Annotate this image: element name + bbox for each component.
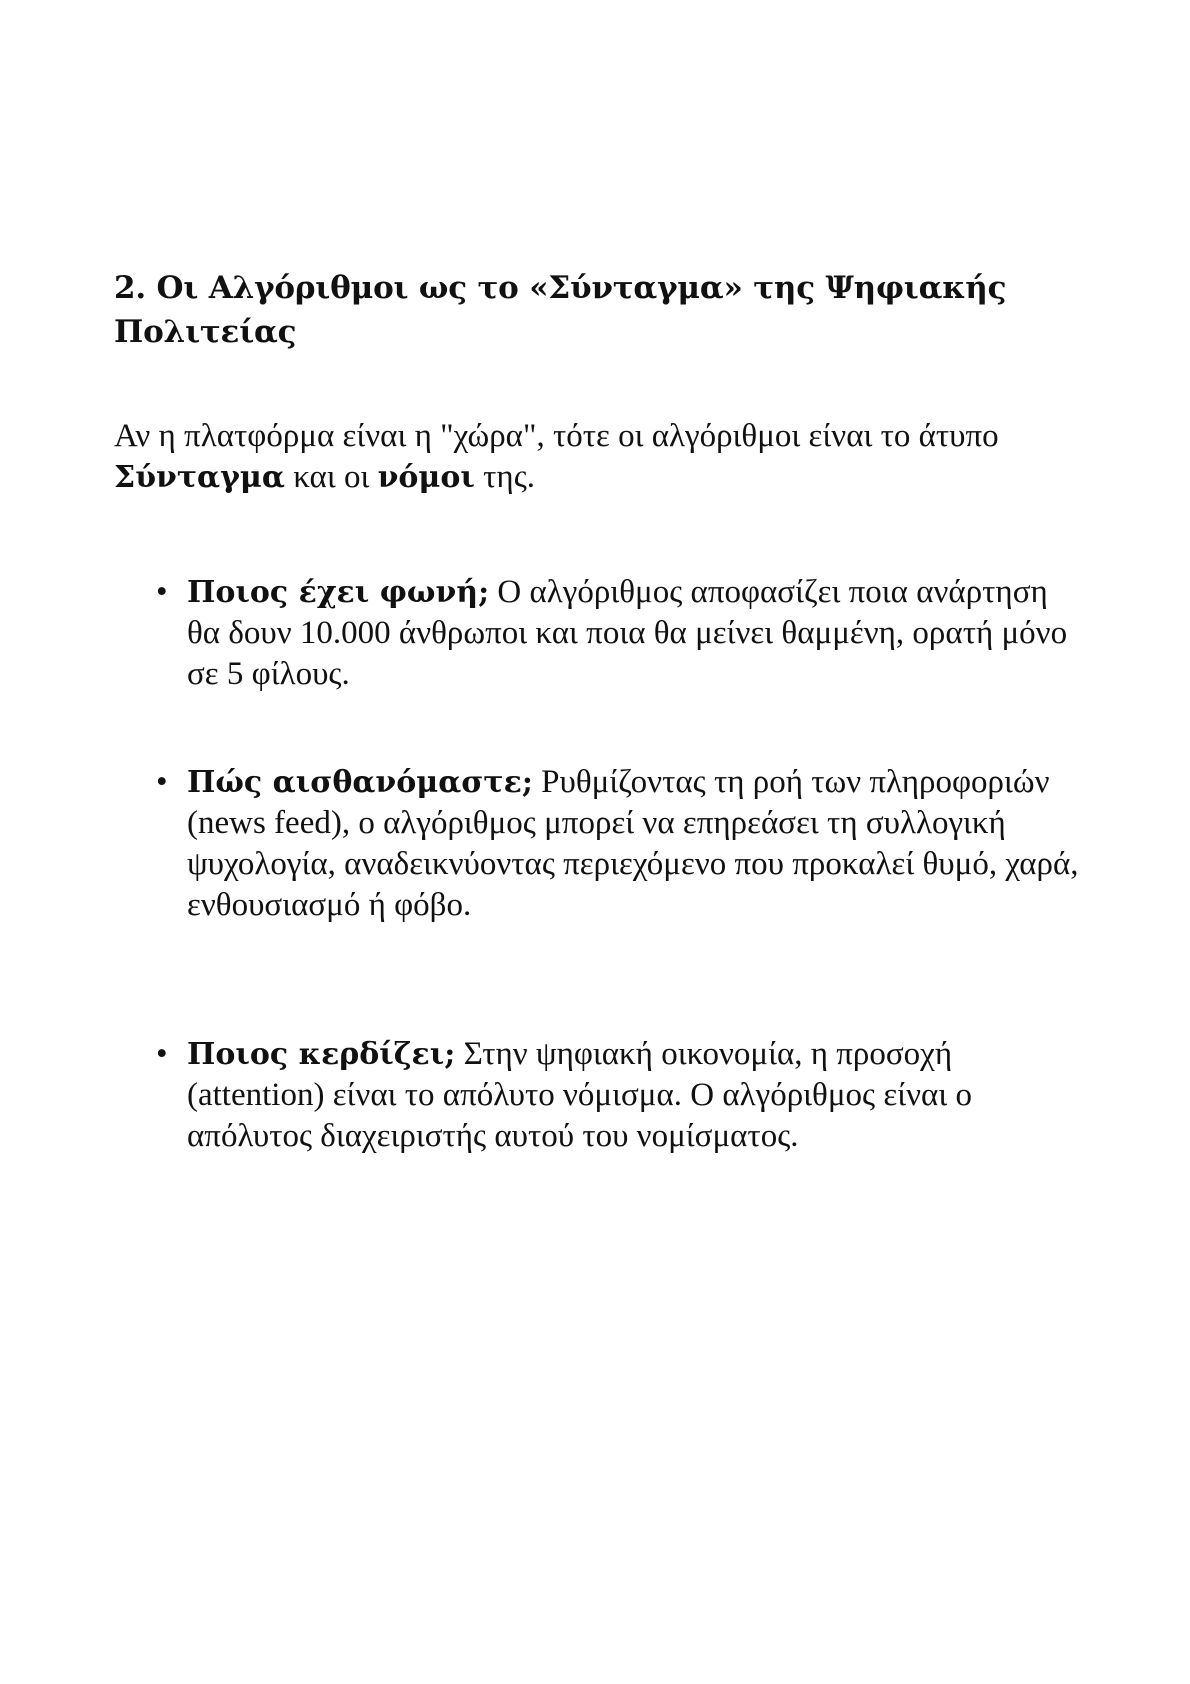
bullet-icon: • — [156, 764, 168, 800]
bullet-text — [187, 572, 1087, 695]
intro-text: Αν η πλατφόρμα είναι η "χώρα", τότε οι αλγόριθμοι είναι το άτυπο — [114, 418, 999, 454]
bullet-icon: • — [156, 1036, 168, 1072]
bullet-question: Ποιος έχει φωνή; — [187, 575, 490, 610]
bullet-body: Ο αλγόριθμος αποφασίζει ποια ανάρτηση θα δουν 10.000 άνθρωποι και ποια θα μείνει θαμμένη, ορατή μόνο σε 5 φίλους. — [187, 574, 1068, 692]
bullet-question: Ποιος κερδίζει; — [187, 1037, 456, 1072]
intro-text: της. — [474, 459, 536, 495]
intro-bold-nomoi: νόμοι — [377, 460, 475, 495]
bullet-body: Ρυθμίζοντας τη ροή των πληροφοριών (news feed), ο αλγόριθμος μπορεί να επηρεάσει τη συλλογική ψυχολογία, αναδεικνύοντας περιεχόμενο που προκαλεί θυμό, χαρά, ενθουσιασμό ή φόβο. — [187, 764, 1079, 923]
section-heading: 2. Οι Αλγόριθμοι ως το «Σύνταγμα» της Ψηφιακής Πολιτείας — [114, 270, 1007, 350]
bullet-text — [187, 762, 1087, 926]
bullet-text — [187, 1034, 1087, 1157]
intro-paragraph — [114, 416, 1074, 498]
intro-text: και οι — [284, 459, 378, 495]
bullet-question: Πώς αισθανόμαστε; — [187, 765, 533, 800]
intro-bold-syntagma: Σύνταγμα — [114, 460, 285, 495]
bullet-body: Στην ψηφιακή οικονομία, η προσοχή (attention) είναι το απόλυτο νόμισμα. Ο αλγόριθμος είναι ο απόλυτος διαχειριστής αυτού του νομίσματος. — [187, 1036, 972, 1154]
bullet-icon: • — [156, 574, 168, 610]
